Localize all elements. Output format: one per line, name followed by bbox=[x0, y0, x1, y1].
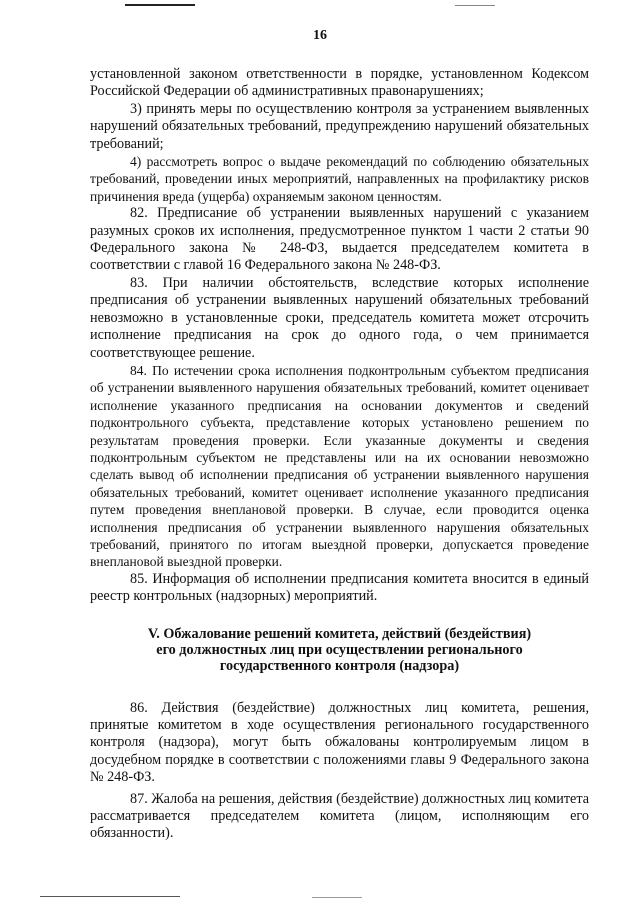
paragraph-85: 85. Информация об исполнении предписания комитета вносится в единый реестр контрольных (надзорных) мероприятий. bbox=[90, 570, 589, 605]
paragraph-item-3: 3) принять меры по осуществлению контроля за устранением выявленных нарушений обязательных требований, предупреждению нарушений обязательных требований; bbox=[90, 100, 589, 152]
section-heading bbox=[90, 626, 589, 674]
section-heading-line-2: его должностных лиц при осуществлении регионального bbox=[156, 641, 523, 658]
paragraph-86: 86. Действия (бездействие) должностных лиц комитета, решения, принятые комитетом в ходе осуществления регионального государственного контроля (надзора), могут быть обжалованы контролируемым лицом в досудебном порядке в соответствии с положениями главы 9 Федерального закона № 248-ФЗ. bbox=[90, 699, 589, 786]
paragraph-83: 83. При наличии обстоятельств, вследствие которых исполнение предписания об устранении выявленных нарушений обязательных требований невозможно в установленные сроки, председатель комитета может отсрочить исполнение предписания на срок до одного года, о чем принимается соответствующее решение. bbox=[90, 274, 589, 361]
scan-artifact-top-right bbox=[455, 5, 495, 6]
scan-artifact-bottom-center bbox=[312, 897, 362, 898]
paragraph-82: 82. Предписание об устранении выявленных нарушений с указанием разумных сроков их исполнения, предусмотренное пунктом 1 части 2 статьи 90 Федерального закона № 248-ФЗ, выдается председателем комитета в соответствии с главой 16 Федерального закона № 248-ФЗ. bbox=[90, 205, 589, 274]
paragraph-item-4: 4) рассмотреть вопрос о выдаче рекомендаций по соблюдению обязательных требований, проведении иных мероприятий, направленных на профилактику рисков причинения вреда (ущерба) охраняемым законом ценностям. bbox=[90, 154, 589, 204]
document-body bbox=[90, 66, 589, 843]
section-heading-line-3: государственного контроля (надзора) bbox=[219, 657, 460, 674]
scan-artifact-bottom-left bbox=[40, 896, 180, 897]
paragraph-87: 87. Жалоба на решения, действия (бездействие) должностных лиц комитета рассматривается председателем комитета (лицом, исполняющим его обязанности). bbox=[90, 790, 590, 842]
page-number: 16 bbox=[313, 28, 327, 43]
paragraph-continuation: установленной законом ответственности в порядке, установленном Кодексом Российской Федерации об административных правонарушениях; bbox=[90, 66, 589, 100]
paragraph-84: 84. По истечении срока исполнения подконтрольным субъектом предписания об устранении выявленного нарушения обязательных требований, комитет оценивает исполнение указанного предписания на основании документов и сведений подконтрольного субъекта, представление которых установлено решением по результатам проведения проверки. Если указанные документы и сведения подконтрольным субъектом не представлены или на их основании невозможно сделать вывод об исполнении предписания об устранении выявленного нарушения обязательных требований, комитет оценивает исполнение указанного предписания путем проведения внеплановой проверки. В случае, если проводится оценка исполнения предписания об устранении выявленного нарушения обязательных требований, принятого по итогам выездной проверки, допускается проведение внеплановой выездной проверки. bbox=[90, 362, 589, 570]
scan-artifact-top bbox=[125, 4, 195, 6]
section-heading-line-1: V. Обжалование решений комитета, действий (бездействия) bbox=[147, 625, 532, 642]
